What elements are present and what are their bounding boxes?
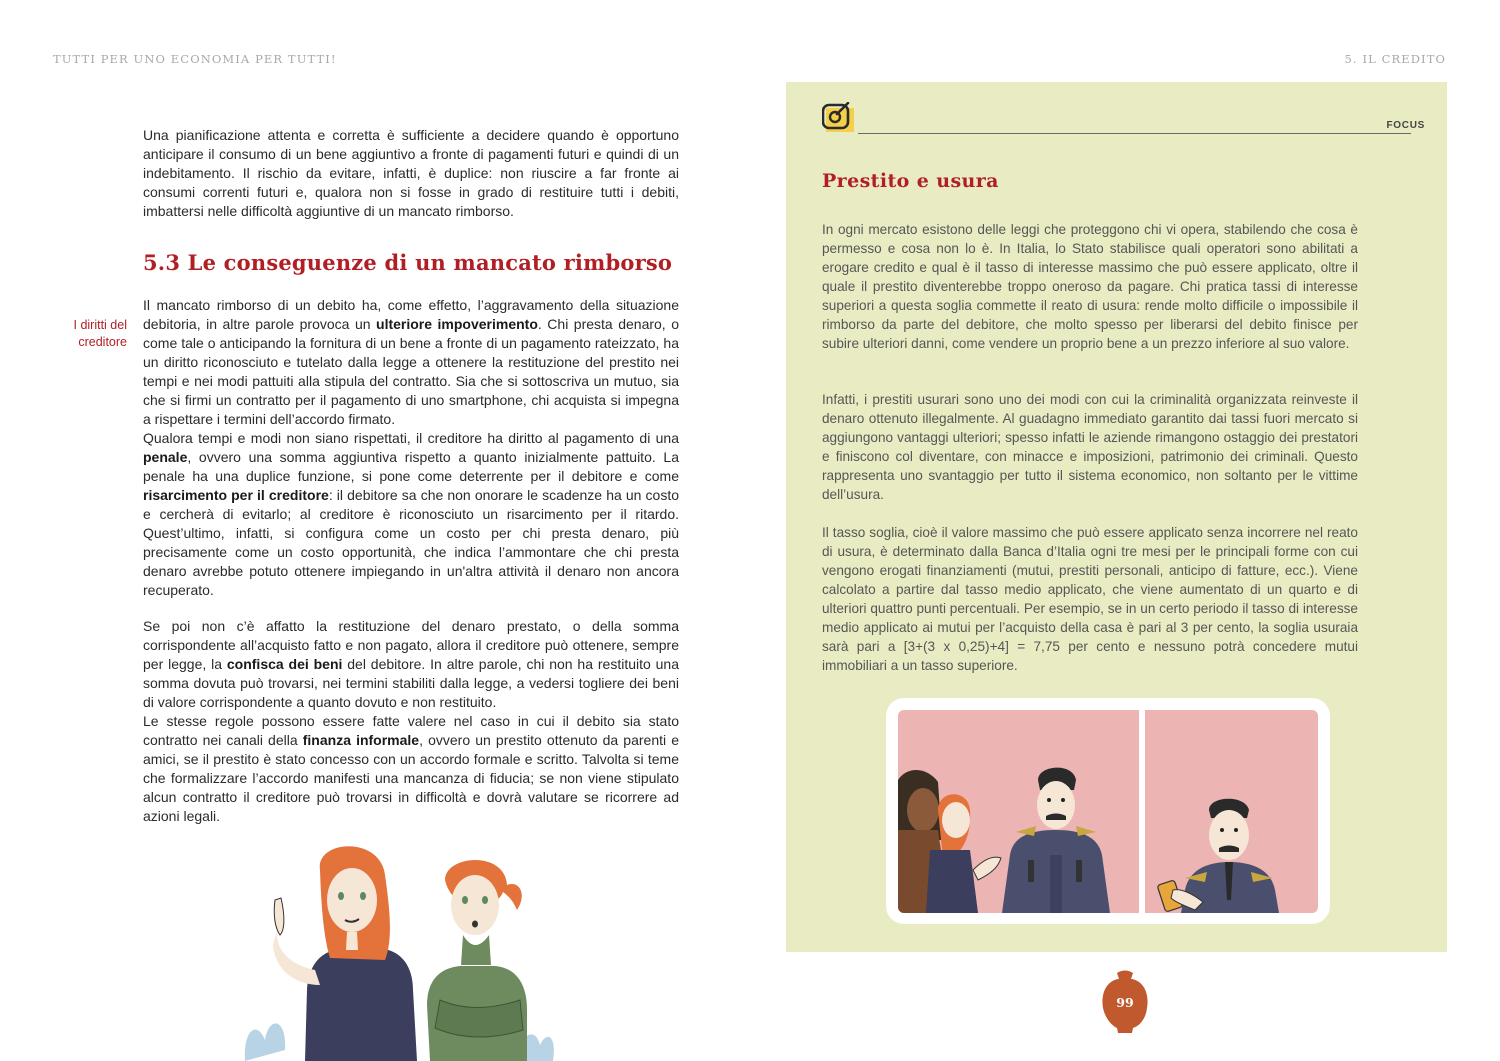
section-body-top [143,296,679,600]
page-number-badge [1100,970,1150,1036]
two-women-illustration [235,840,565,1061]
focus-label: FOCUS [1386,120,1425,131]
focus-rule-divider [858,133,1411,134]
paragraph-finanza-informale: Le stesse regole possono essere fatte valere nel caso in cui il debito sia stato contratto nei canali della finanza informale, ovvero un prestito ottenuto da parenti e amici, se il prestito è stato concesso con un accordo formale e scritto. Talvolta si teme che formalizzare l’accordo manifesti una mancanza di fiducia; se non viene stipulato alcun contratto il creditore può trovarsi in difficoltà e dovrà valutare se ricorrere ad azioni legali. [143,713,680,824]
checklist-icon [822,102,854,134]
intro-paragraph: Una pianificazione attenta e corretta è sufficiente a decidere quando è opportuno anticipare il consumo di un bene aggiuntivo a fronte di pagamenti futuri e quindi di un indebitamento. Il rischio da evitare, infatti, è duplice: non riuscire a far fronte ai consumi correnti futuri e, qualora non si fosse in grado di restituire tutti i debiti, imbattersi nelle difficoltà aggiuntive di un mancato rimborso. [143,127,679,219]
bold-term: finanza informale [302,732,420,748]
comic-panel-left-illustration [898,710,1139,913]
focus-box [786,82,1447,952]
focus-paragraph-criminalita: Infatti, i prestiti usurari sono uno dei modi con cui la criminalità organizzata reinveste il denaro ottenuto illegalmente. Al guadagno immediato garantito dai tassi fuori mercato si aggiungono vantaggi ulteriori; spesso infatti le aziende rimangono ostaggio dei prestatori e finiscono col diventare, con minacce e imposizioni, patrimonio dei criminali. Questo rappresenta uno svantaggio per tutto il sistema economico, non soltanto per le vittime dell’usura. [822,392,1358,502]
running-head-right: 5. IL CREDITO [1344,52,1446,66]
page-number: 99 [1116,995,1134,1010]
section-body-bottom [143,617,679,826]
paragraph-penale: Qualora tempi e modi non siano rispettati, il creditore ha diritto al pagamento di una penale, ovvero una somma aggiuntiva rispetto a quanto inizialmente pattuito. La penale ha una duplice funzione, si pone come deterrente per il debitore e come risarcimento per il creditore: il debitore sa che non onorare le scadenze ha un costo e cercherà di evitarlo; al creditore è riconosciuto un risarcimento per il ritardo. Quest’ultimo, infatti, si configura come un costo per chi presta denaro, più precisamente come un costo opportunità, che indica l’ammontare che chi presta denaro avrebbe potuto ottenere impiegando in un'altra attività il denaro non ancora recuperato. [143,430,679,598]
comic-panel-left [898,710,1139,913]
focus-paragraph-leggi: In ogni mercato esistono delle leggi che proteggono chi vi opera, stabilendo che cosa è permesso e cosa non lo è. In Italia, lo Stato stabilisce quali operatori sono abilitati a erogare credito e qual è il tasso di interesse massimo che può essere applicato, oltre il quale il prestito diventerebbe troppo oneroso da pagare. Chi pratica tassi di interesse superiori a questa soglia commette il reato di usura: rende molto difficile o impossibile il rimborso da parte del debitore, che molto spesso per liberarsi del debito finisce per subire ulteriori danni, come vendere un proprio bene a un prezzo inferiore al suo valore. [822,222,1358,351]
bold-term: confisca dei beni [226,656,343,672]
bold-term: risarcimento per il creditore [143,487,329,503]
focus-title: Prestito e usura [822,170,999,192]
comic-panel-right [1145,710,1318,913]
comic-strip [886,698,1330,924]
comic-panel-right-illustration [1145,710,1318,913]
section-title: 5.3 Le conseguenze di un mancato rimborso [143,250,673,275]
paragraph-mancato-rimborso: Il mancato rimborso di un debito ha, come effetto, l’aggravamento della situazione debitoria, in altre parole provoca un ulteriore impoverimento. Chi presta denaro, o come tale o anticipando la fornitura di un bene a fronte di un pagamento rateizzato, ha un diritto riconosciuto e tutelato dalla legge a ottenere la restituzione del prestito nei tempi e nei modi pattuiti alla stipula del contratto. Sia che si sottoscriva un mutuo, sia che si firmi un contratto per il pagamento di uno smartphone, chi acquista si impegna a rispettare i termini dell’accordo firmato. [143,297,679,427]
margin-note: I diritti del creditore [73,318,127,349]
bold-term: penale [143,449,188,465]
focus-paragraph-tasso-soglia: Il tasso soglia, cioè il valore massimo che può essere applicato senza incorrere nel reato di usura, è determinato dalla Banca d’Italia ogni tre mesi per le principali forme con cui vengono erogati finanziamenti (mutui, prestiti personali, anticipo di fatture, ecc.). Viene calcolato a partire dal tasso medio applicato, che viene aumentato di un quarto e di ulteriori quattro punti percentuali. Per esempio, se in un certo periodo il tasso di interesse medio applicato ai mutui per l’acquisto della casa è pari al 3 per cento, la soglia usuraia sarà pari a [3+(3 x 0,25)+4] = 7,75 per cento e nessuno potrà concedere mutui immobiliari a un tasso superiore. [822,525,1358,673]
running-head-left: TUTTI PER UNO ECONOMIA PER TUTTI! [53,52,337,66]
paragraph-confisca: Se poi non c’è affatto la restituzione del denaro prestato, o della somma corrispondente all’acquisto fatto e non pagato, allora il creditore può ottenere, sempre per legge, la confisca dei beni del debitore. In altre parole, chi non ha restituito una somma dovuta può trovarsi, nei termini stabiliti dalla legge, a vedersi togliere dei beni di valore corrispondente a quanto dovuto e non restituito. [143,618,679,710]
bold-term: ulteriore impoverimento [376,316,538,332]
